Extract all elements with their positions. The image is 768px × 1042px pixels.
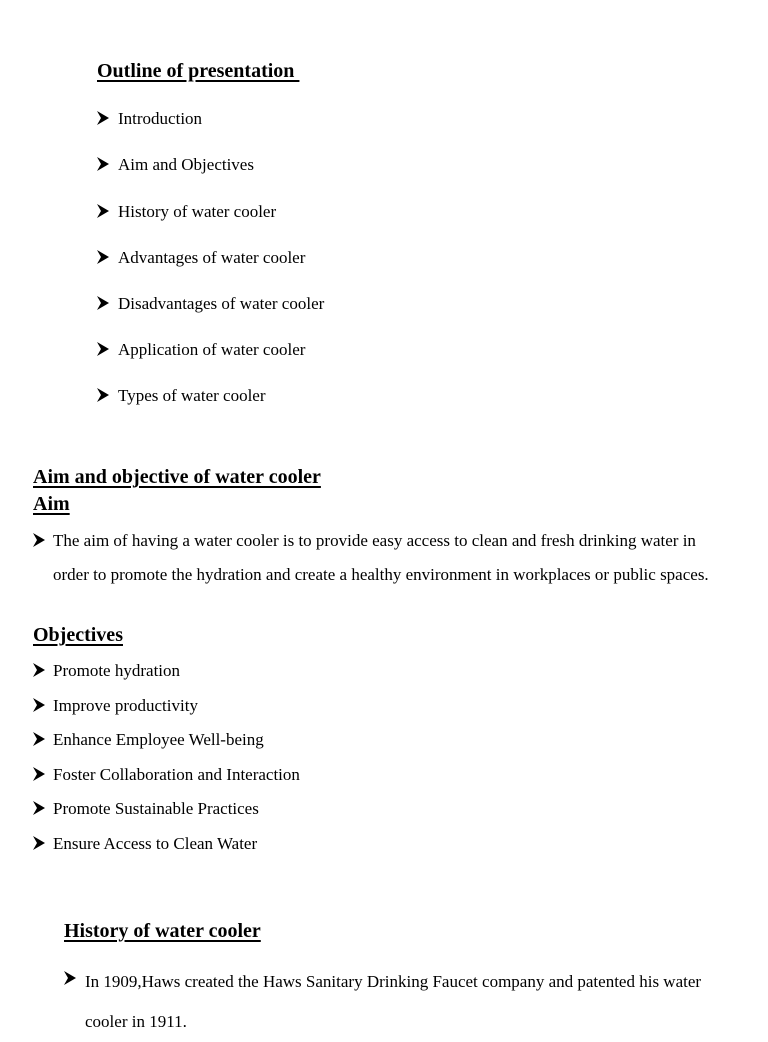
objective-item-label: Promote Sustainable Practices <box>53 799 259 818</box>
outline-item-label: Advantages of water cooler <box>118 248 306 267</box>
outline-item-label: Aim and Objectives <box>118 155 254 174</box>
outline-item-label: Types of water cooler <box>118 386 266 405</box>
objectives-heading: Objectives <box>33 624 123 646</box>
arrow-bullet-icon <box>97 342 109 356</box>
outline-item-label: Disadvantages of water cooler <box>118 294 325 313</box>
arrow-bullet-icon <box>33 836 45 850</box>
objective-item-label: Ensure Access to Clean Water <box>53 834 258 853</box>
aim-heading: Aim <box>33 493 70 515</box>
aim-objective-heading: Aim and objective of water cooler <box>33 466 321 488</box>
arrow-bullet-icon <box>33 533 45 547</box>
outline-item-label: Application of water cooler <box>118 340 306 359</box>
arrow-bullet-icon <box>64 971 76 985</box>
objective-item-label: Promote hydration <box>53 661 181 680</box>
outline-item-label: Introduction <box>118 109 203 128</box>
arrow-bullet-icon <box>33 698 45 712</box>
objective-item-label: Improve productivity <box>53 696 198 715</box>
arrow-bullet-icon <box>97 111 109 125</box>
outline-heading: Outline of presentation <box>97 60 300 82</box>
history-heading: History of water cooler <box>64 920 261 942</box>
arrow-bullet-icon <box>33 663 45 677</box>
arrow-bullet-icon <box>33 801 45 815</box>
arrow-bullet-icon <box>33 767 45 781</box>
history-paragraph: In 1909,Haws created the Haws Sanitary Drinking Faucet company and patented his water cooler in 1911. <box>85 972 702 1031</box>
objective-item-label: Foster Collaboration and Interaction <box>53 765 300 784</box>
arrow-bullet-icon <box>97 388 109 402</box>
arrow-bullet-icon <box>97 296 109 310</box>
arrow-bullet-icon <box>97 250 109 264</box>
arrow-bullet-icon <box>97 204 109 218</box>
arrow-bullet-icon <box>97 157 109 171</box>
outline-item-label: History of water cooler <box>118 202 277 221</box>
aim-paragraph: The aim of having a water cooler is to provide easy access to clean and fresh drinking water in order to promote the hydration and create a healthy environment in workplaces or public spaces. <box>53 531 709 584</box>
arrow-bullet-icon <box>33 732 45 746</box>
objective-item-label: Enhance Employee Well-being <box>53 730 264 749</box>
